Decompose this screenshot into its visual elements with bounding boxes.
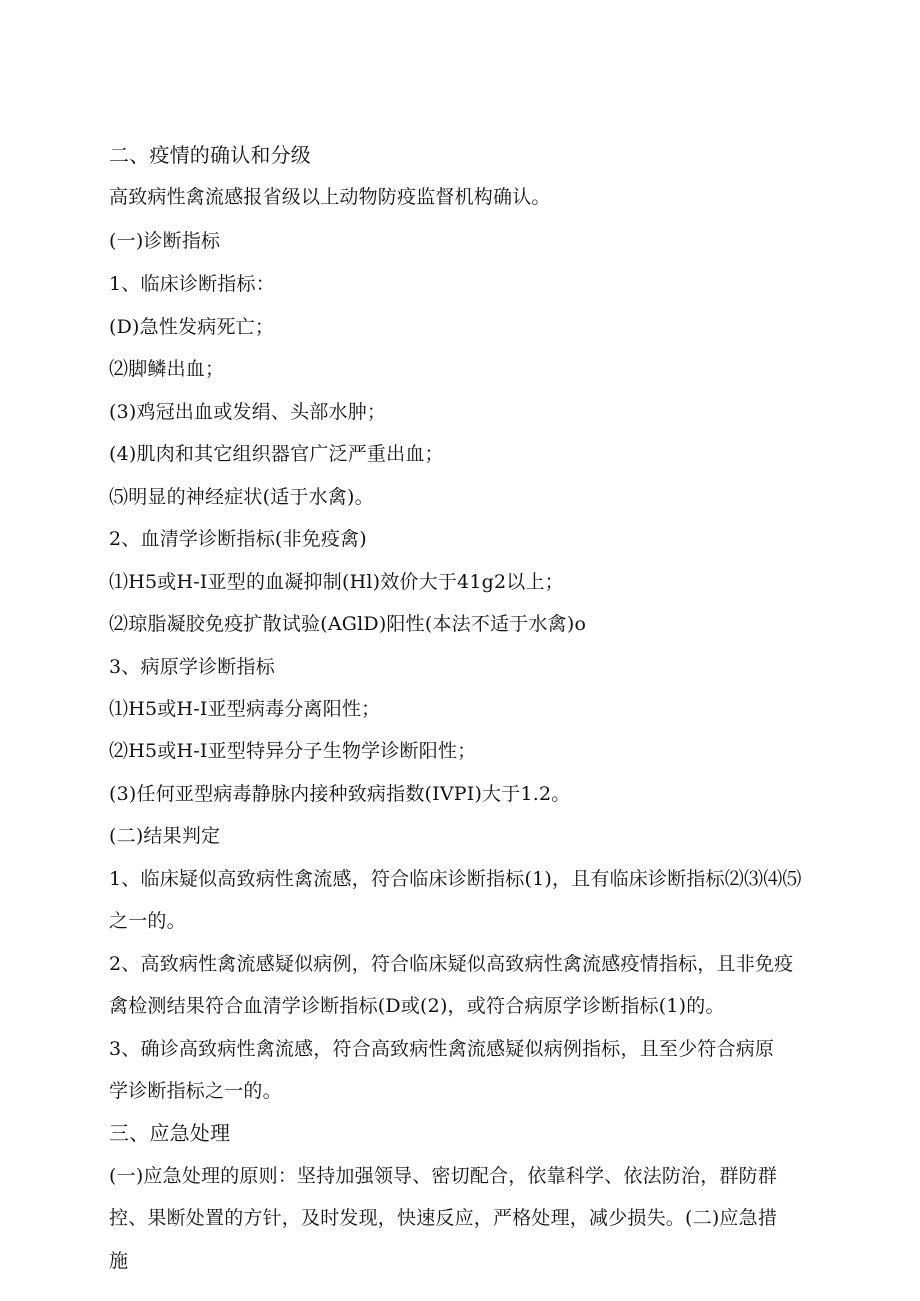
list-item: (3)任何亚型病毒静脉内接种致病指数(IVPI)大于1.2。 — [109, 783, 571, 805]
paragraph-line: 1、临床疑似高致病性禽流感，符合临床诊断指标(1)，且有临床诊断指标⑵⑶⑷⑸ — [109, 868, 802, 890]
paragraph-line: 学诊断指标之一的。 — [109, 1080, 282, 1102]
list-heading: 1、临床诊断指标： — [109, 273, 275, 295]
paragraph-line: 控、果断处置的方针，及时发现，快速反应，严格处理，减少损失。(二)应急措 — [109, 1207, 778, 1229]
subsection-heading-2: (二)结果判定 — [109, 825, 221, 847]
paragraph-line: (一)应急处理的原则：坚持加强领导、密切配合，依靠科学、依法防治，群防群 — [109, 1165, 778, 1187]
paragraph-line: 3、确诊高致病性禽流感，符合高致病性禽流感疑似病例指标，且至少符合病原 — [109, 1038, 775, 1060]
subsection-heading-1: (一)诊断指标 — [109, 230, 221, 252]
list-item: (D)急性发病死亡； — [109, 316, 275, 338]
list-item: ⑸明显的神经症状(适于水禽)。 — [109, 486, 374, 508]
section-heading-2: 二、疫情的确认和分级 — [109, 143, 311, 167]
paragraph-line: 2、高致病性禽流感疑似病例，符合临床疑似高致病性禽流感疫情指标，且非免疫 — [109, 953, 794, 975]
list-item: ⑴H5或H-I亚型的血凝抑制(Hl)效价大于41g2以上； — [109, 571, 564, 593]
list-item: (3)鸡冠出血或发绢、头部水肿； — [109, 401, 387, 423]
paragraph-line: 高致病性禽流感报省级以上动物防疫监督机构确认。 — [109, 186, 551, 208]
section-heading-3: 三、应急处理 — [109, 1121, 231, 1145]
list-heading: 2、血清学诊断指标(非免疫禽) — [109, 528, 367, 550]
list-item: ⑵琼脂凝胶免疫扩散试验(AGlD)阳性(本法不适于水禽)o — [109, 613, 587, 635]
paragraph-line: 之一的。 — [109, 910, 186, 932]
paragraph-line: 施 — [109, 1250, 129, 1272]
list-item: ⑵H5或H-I亚型特异分子生物学诊断阳性； — [109, 740, 477, 762]
list-item: (4)肌肉和其它组织器官广泛严重出血； — [109, 443, 444, 465]
paragraph-line: 禽检测结果符合血清学诊断指标(D或(2)，或符合病原学诊断指标(1)的。 — [109, 995, 725, 1017]
list-heading: 3、病原学诊断指标 — [109, 656, 275, 678]
list-item: ⑴H5或H-I亚型病毒分离阳性； — [109, 698, 381, 720]
list-item: ⑵脚鳞出血； — [109, 358, 225, 380]
